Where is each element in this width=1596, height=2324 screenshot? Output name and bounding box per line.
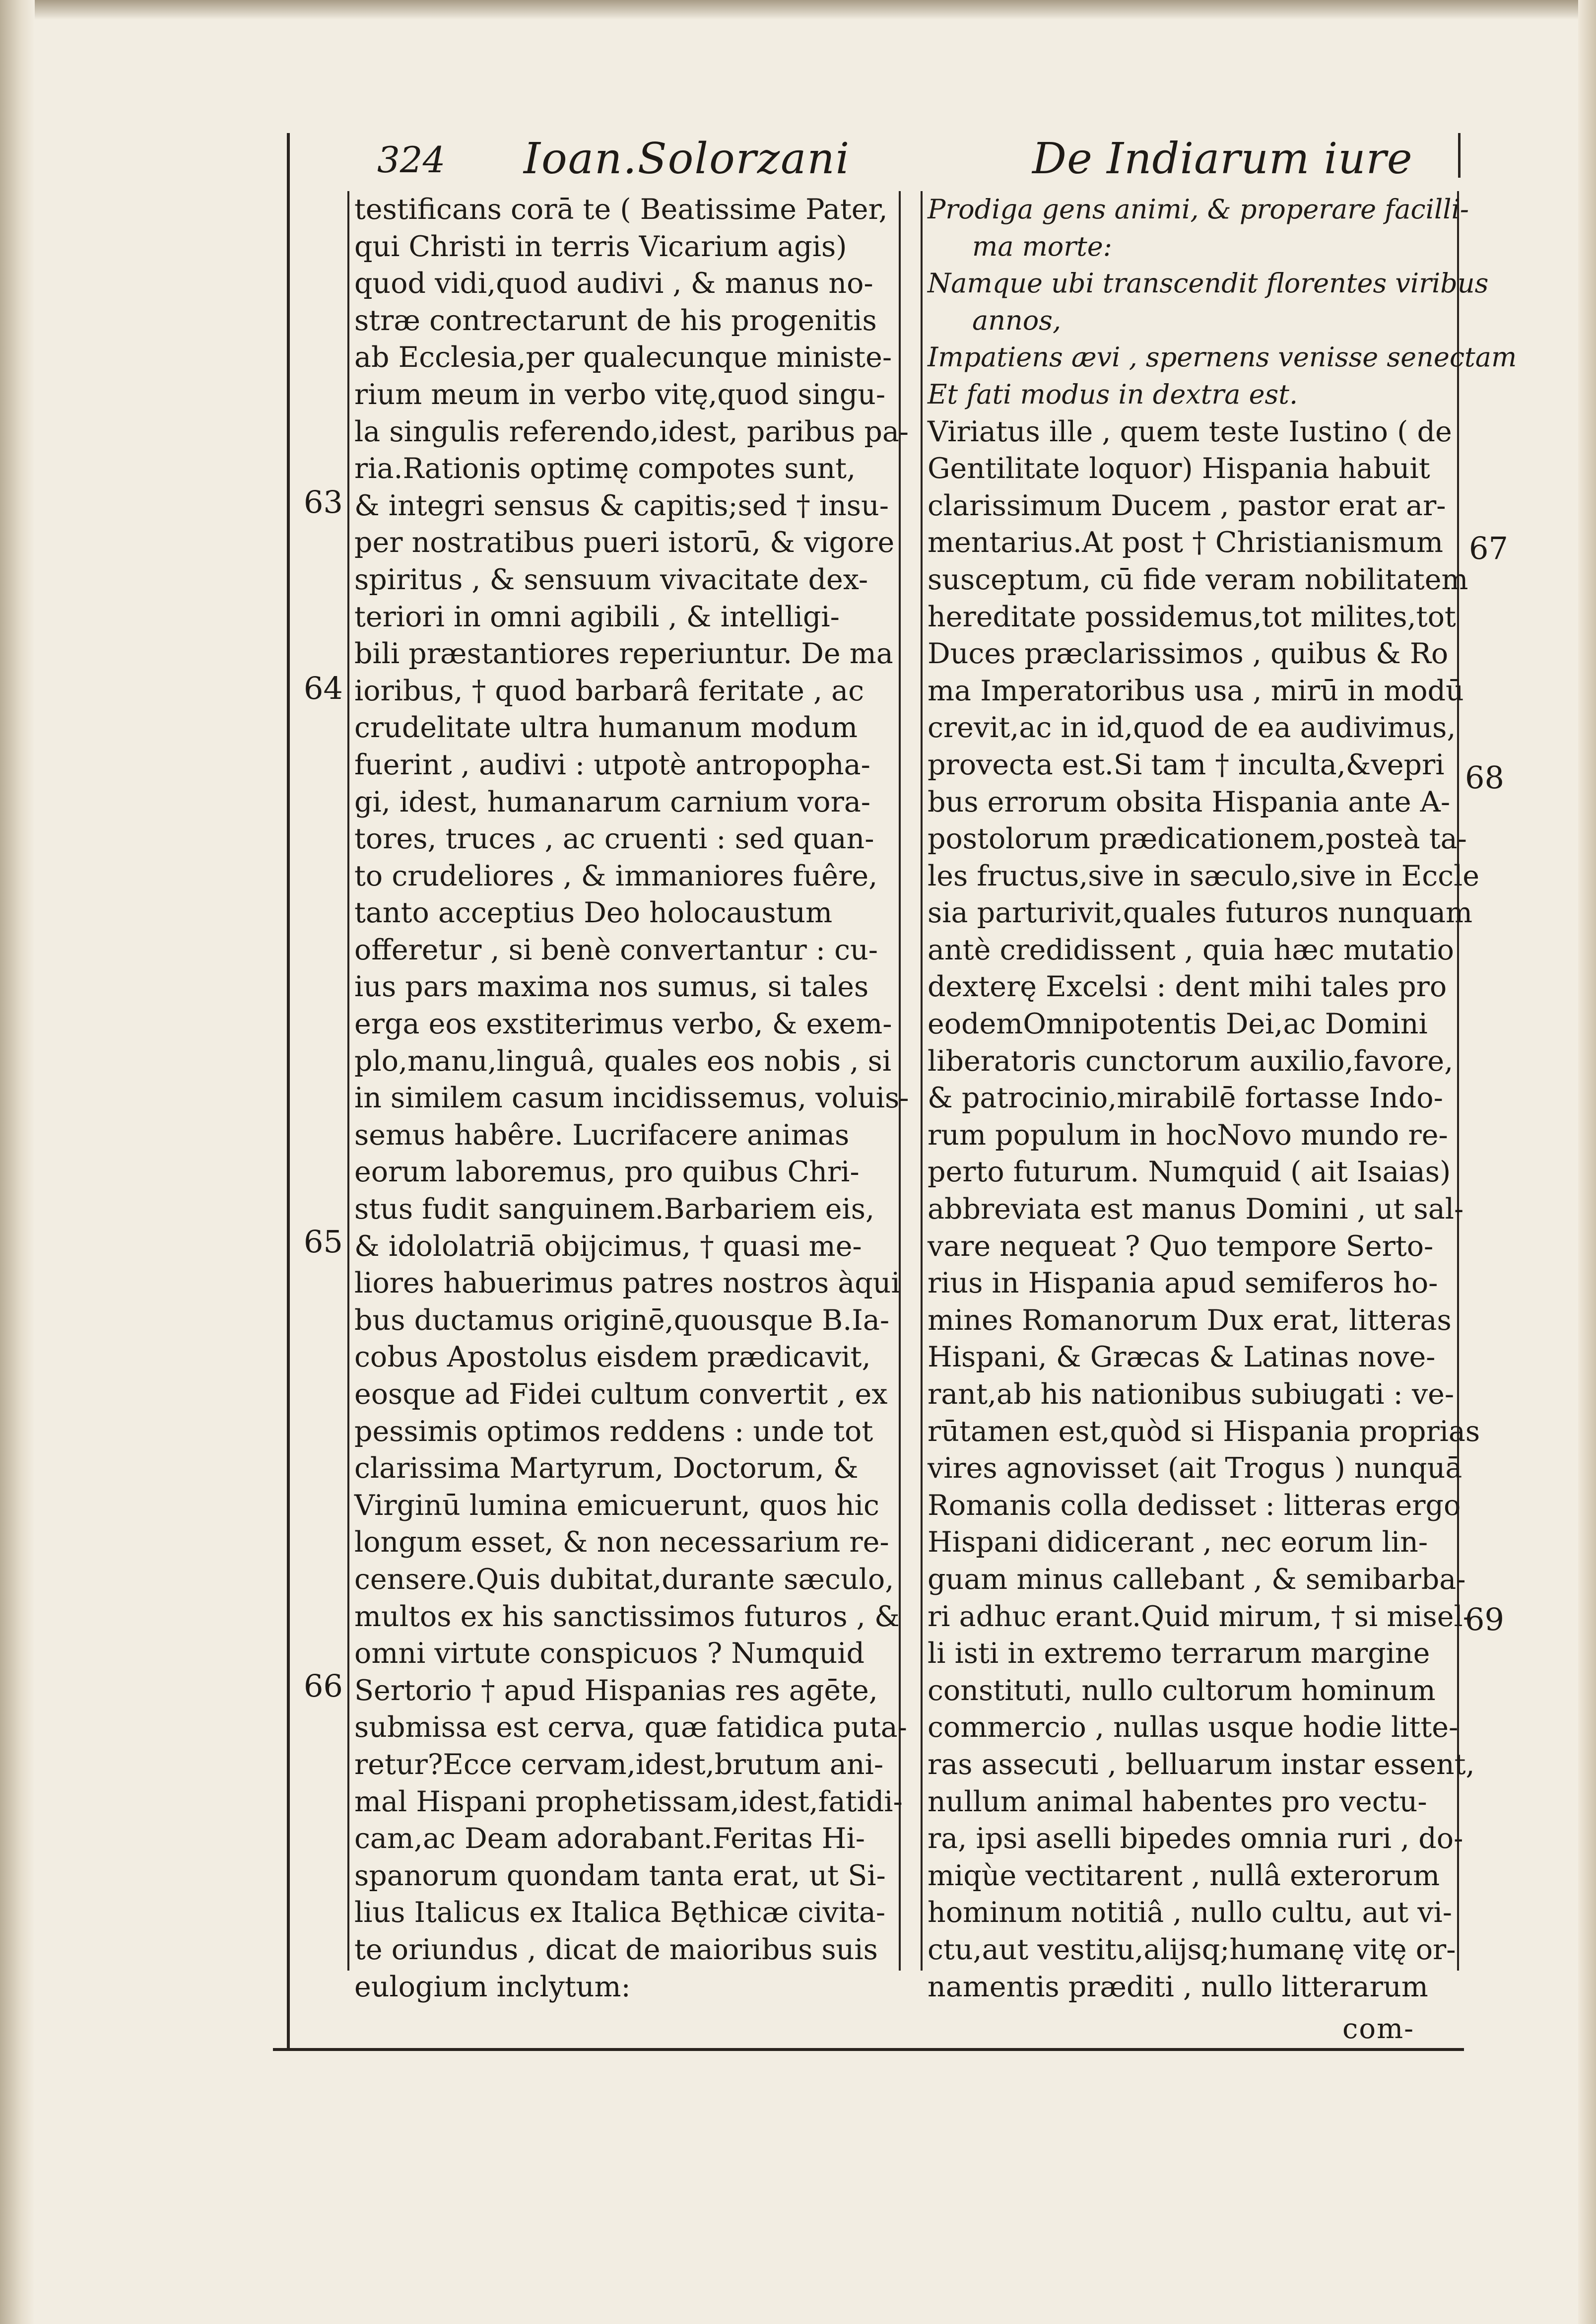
text-line: clarissima Martyrum, Doctorum, & [354, 1452, 859, 1485]
text-line: mines Romanorum Dux erat, litteras [928, 1303, 1452, 1337]
text-line: stræ contrectarunt de his progenitis [354, 304, 877, 337]
text-line: omni virtute conspicuos ? Numquid [354, 1637, 864, 1670]
text-line: ri adhuc erant.Quid mirum, † si misel- [928, 1600, 1473, 1633]
text-line: abbreviata est manus Domini , ut sal- [928, 1193, 1464, 1226]
text-line: spanorum quondam tanta erat, ut Si- [354, 1859, 886, 1892]
text-line: ioribus, † quod barbarâ feritate , ac [354, 674, 864, 707]
text-line: hereditate possidemus,tot milites,tot [928, 600, 1456, 633]
marginal-number: 67 [1469, 530, 1508, 566]
text-line: li isti in extremo terrarum margine [928, 1637, 1430, 1670]
text-line: rant,ab his nationibus subiugati : ve- [928, 1378, 1455, 1411]
text-line: dexterę Excelsi : dent mihi tales pro [928, 970, 1447, 1004]
marginal-number: 66 [304, 1668, 343, 1704]
text-line: bus errorum obsita Hispania ante A- [928, 785, 1451, 819]
text-line: Duces præclarissimos , quibus & Ro [928, 637, 1449, 671]
left-text-column [347, 191, 909, 2003]
text-line: vires agnovisset (ait Trogus ) nunquā [928, 1452, 1463, 1485]
text-line: teriori in omni agibili , & intelligi- [354, 600, 840, 633]
text-line: sia parturivit,quales futuros nunquam [928, 896, 1473, 930]
text-line: Namque ubi transcendit florentes viribus [928, 268, 1489, 299]
page-fore-edge [1578, 0, 1596, 2324]
text-line: nullum animal habentes pro vectu- [928, 1785, 1427, 1818]
text-line: bus ductamus originē,quousque B.Ia- [354, 1303, 890, 1337]
text-line: eodemOmnipotentis Dei,ac Domini [928, 1008, 1428, 1041]
text-line: clarissimum Ducem , pastor erat ar- [928, 489, 1446, 522]
text-line: te oriundus , dicat de maioribus suis [354, 1933, 878, 1966]
text-line: Romanis colla dedisset : litteras ergo [928, 1489, 1461, 1522]
text-line: vare nequeat ? Quo tempore Serto- [928, 1230, 1434, 1263]
text-line: gi, idest, humanarum carnium vora- [354, 785, 871, 819]
text-line: erga eos exstiterimus verbo, & exem- [354, 1008, 892, 1041]
marginal-number: 65 [304, 1224, 343, 1260]
text-line: stus fudit sanguinem.Barbariem eis, [354, 1193, 875, 1226]
verse-quotation [928, 191, 1517, 413]
text-line: Virginū lumina emicuerunt, quos hic [354, 1489, 879, 1522]
frame-rule-bottom [273, 2048, 1464, 2051]
text-line: semus habêre. Lucrifacere animas [354, 1118, 850, 1152]
text-line: lius Italicus ex Italica Bęthicæ civita- [354, 1896, 886, 1929]
text-line: annos, [972, 304, 1062, 336]
running-title-work: De Indiarum iure [1032, 134, 1413, 184]
text-line: per nostratibus pueri istorū, & vigore [354, 526, 895, 559]
text-line: cobus Apostolus eisdem prædicavit, [354, 1341, 871, 1374]
text-line: les fructus,sive in sæculo,sive in Eccle [928, 859, 1480, 892]
marginal-number: 69 [1465, 1601, 1504, 1638]
text-line: provecta est.Si tam † inculta,&vepri [928, 748, 1445, 781]
text-line: ma Imperatoribus usa , mirū in modū [928, 674, 1464, 707]
text-line: rius in Hispania apud semiferos ho- [928, 1267, 1438, 1300]
text-line: ius pars maxima nos sumus, si tales [354, 970, 869, 1004]
page-top-edge [0, 0, 1596, 20]
text-line: spiritus , & sensuum vivacitate dex- [354, 563, 868, 596]
text-line: eorum laboremus, pro quibus Chri- [354, 1156, 860, 1189]
text-line: cam,ac Deam adorabant.Feritas Hi- [354, 1822, 865, 1855]
text-line: crudelitate ultra humanum modum [354, 711, 858, 745]
text-line: tores, truces , ac cruenti : sed quan- [354, 822, 874, 856]
text-line: crevit,ac in id,quod de ea audivimus, [928, 711, 1456, 745]
text-line: eosque ad Fidei cultum convertit , ex [354, 1378, 888, 1411]
text-line: ra, ipsi aselli bipedes omnia ruri , do- [928, 1822, 1463, 1855]
text-line: & idololatriā obijcimus, † quasi me- [354, 1230, 862, 1263]
text-line: mal Hispani prophetissam,idest,fatidi- [354, 1785, 903, 1818]
text-line: hominum notitiâ , nullo cultu, aut vi- [928, 1896, 1452, 1929]
text-line: rium meum in verbo vitę,quod singu- [354, 378, 886, 411]
text-line: ria.Rationis optimę compotes sunt, [354, 452, 856, 485]
text-line: & patrocinio,mirabilē fortasse Indo- [928, 1082, 1443, 1115]
text-line: retur?Ecce cervam,idest,brutum ani- [354, 1748, 884, 1781]
text-line: namentis præditi , nullo litterarum [928, 1970, 1428, 2003]
text-line: liores habuerimus patres nostros àqui [354, 1267, 900, 1300]
running-header [298, 130, 1444, 185]
text-line: la singulis referendo,idest, paribus pa- [354, 415, 909, 448]
text-line: multos ex his sanctissimos futuros , & [354, 1600, 900, 1633]
text-line: ctu,aut vestitu,alijsq;humanę vitę or- [928, 1933, 1456, 1966]
text-line: testificans corā te ( Beatissime Pater, [354, 193, 888, 226]
text-line: longum esset, & non necessarium re- [354, 1526, 889, 1559]
spine-shadow [0, 0, 35, 2324]
text-line: & integri sensus & capitis;sed † insu- [354, 489, 889, 522]
text-line: antè credidissent , quia hæc mutatio [928, 933, 1454, 966]
text-line: Viriatus ille , quem teste Iustino ( de [928, 415, 1452, 448]
text-line: eulogium inclytum: [354, 1970, 631, 2003]
text-line: plo,manu,linguâ, quales eos nobis , si [354, 1044, 892, 1078]
page-number: 324 [377, 139, 446, 181]
text-line: miqùe vectitarent , nullâ exterorum [928, 1859, 1440, 1892]
text-line: censere.Quis dubitat,durante sæculo, [354, 1563, 894, 1596]
text-line: qui Christi in terris Vicarium agis) [354, 230, 847, 263]
text-line: mentarius.At post † Christianismum [928, 526, 1443, 559]
text-line: offeretur , si benè convertantur : cu- [354, 933, 878, 966]
text-line: postolorum prædicationem,posteà ta- [928, 822, 1467, 856]
text-line: in similem casum incidissemus, voluis- [354, 1082, 909, 1115]
text-line: rum populum in hocNovo mundo re- [928, 1118, 1448, 1152]
text-line: ras assecuti , belluarum instar essent, [928, 1748, 1475, 1781]
text-line: guam minus callebant , & semibarba- [928, 1563, 1466, 1596]
text-line: Et fati modus in dextra est. [928, 378, 1298, 410]
text-line: perto futurum. Numquid ( ait Isaias) [928, 1156, 1451, 1189]
text-line: susceptum, cū fide veram nobilitatem [928, 563, 1468, 596]
text-line: fuerint , audivi : utpotè antropopha- [354, 748, 870, 781]
running-title-author: Ioan.Solorzani [524, 134, 851, 184]
text-line: ma morte: [972, 230, 1112, 262]
text-line: commercio , nullas usque hodie litte- [928, 1711, 1459, 1744]
text-line: bili præstantiores reperiuntur. De ma [354, 637, 893, 671]
text-line: tanto acceptius Deo holocaustum [354, 896, 833, 930]
text-line: pessimis optimos reddens : unde tot [354, 1415, 873, 1448]
text-line: liberatoris cunctorum auxilio,favore, [928, 1044, 1454, 1078]
right-prose [928, 413, 1480, 2006]
text-line: rūtamen est,quòd si Hispania proprias [928, 1415, 1480, 1448]
text-line: Prodiga gens animi, & properare facilli- [928, 194, 1469, 225]
marginal-number: 64 [304, 670, 343, 706]
text-line: to crudeliores , & immaniores fuêre, [354, 859, 878, 892]
marginal-number: 68 [1465, 759, 1504, 796]
text-line: Gentilitate loquor) Hispania habuit [928, 452, 1430, 485]
frame-rule-left [287, 133, 290, 2049]
text-line: quod vidi,quod audivi , & manus no- [354, 267, 873, 300]
text-line: submissa est cerva, quæ fatidica puta- [354, 1711, 907, 1744]
text-line: ab Ecclesia,per qualecunque ministe- [354, 341, 892, 374]
text-line: Hispani didicerant , nec eorum lin- [928, 1526, 1428, 1559]
catchword: com- [1342, 2013, 1415, 2045]
text-line: Impatiens ævi , spernens venisse senectam [928, 342, 1517, 373]
text-line: Sertorio † apud Hispanias res agēte, [354, 1674, 878, 1707]
text-line: constituti, nullo cultorum hominum [928, 1674, 1436, 1707]
marginal-number: 63 [304, 484, 343, 520]
text-line: Hispani, & Græcas & Latinas nove- [928, 1341, 1436, 1374]
frame-rule-right [1458, 133, 1461, 178]
